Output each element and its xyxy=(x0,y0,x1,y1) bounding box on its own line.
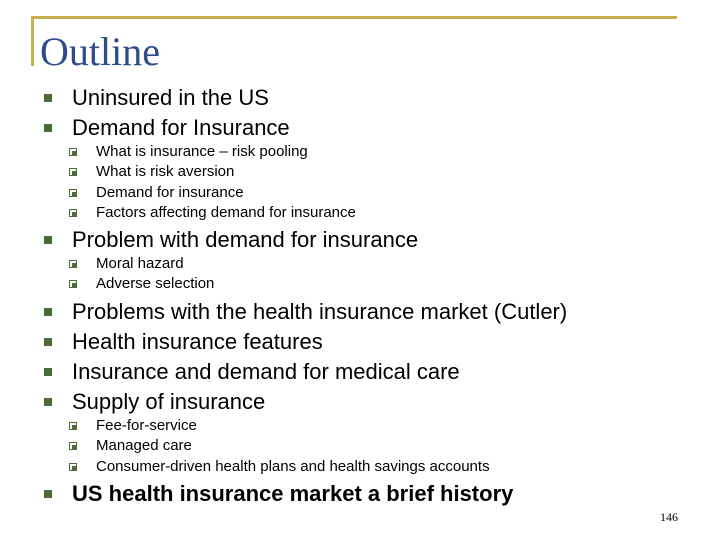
checkbox-bullet-icon xyxy=(69,260,77,268)
checkbox-bullet-icon xyxy=(69,280,77,288)
outline-item: Insurance and demand for medical care xyxy=(72,359,460,384)
frame-left-line xyxy=(31,16,34,66)
square-bullet-icon xyxy=(44,490,52,498)
checkbox-bullet-icon xyxy=(69,422,77,430)
square-bullet-icon xyxy=(44,124,52,132)
checkbox-bullet-icon xyxy=(69,148,77,156)
outline-item: Problem with demand for insurance xyxy=(72,227,419,252)
outline-subitem: Factors affecting demand for insurance xyxy=(96,204,356,221)
outline-subitem: Fee-for-service xyxy=(96,417,197,434)
outline-subitem: Managed care xyxy=(96,437,192,454)
outline-item: Problems with the health insurance market (Cutler) xyxy=(72,299,568,324)
outline-subitem: Adverse selection xyxy=(96,275,215,292)
square-bullet-icon xyxy=(44,236,52,244)
slide-title: Outline xyxy=(40,29,160,74)
square-bullet-icon xyxy=(44,368,52,376)
checkbox-bullet-icon xyxy=(69,209,77,217)
checkbox-bullet-icon xyxy=(69,168,77,176)
outline-item: Demand for Insurance xyxy=(72,115,290,140)
outline-item: Uninsured in the US xyxy=(72,85,269,110)
outline-subitem: Consumer-driven health plans and health savings accounts xyxy=(96,458,490,475)
outline-item: Supply of insurance xyxy=(72,389,266,414)
checkbox-bullet-icon xyxy=(69,463,77,471)
checkbox-bullet-icon xyxy=(69,189,77,197)
frame-top-line xyxy=(31,16,677,19)
outline-item: Health insurance features xyxy=(72,329,323,354)
page-number: 146 xyxy=(660,510,678,524)
square-bullet-icon xyxy=(44,338,52,346)
checkbox-bullet-icon xyxy=(69,442,77,450)
square-bullet-icon xyxy=(44,308,52,316)
square-bullet-icon xyxy=(44,94,52,102)
outline-subitem: What is risk aversion xyxy=(96,163,235,180)
outline-subitem: What is insurance – risk pooling xyxy=(96,143,308,160)
outline-subitem: Demand for insurance xyxy=(96,184,244,201)
outline-subitem: Moral hazard xyxy=(96,255,184,272)
outline-item: US health insurance market a brief history xyxy=(72,481,514,506)
square-bullet-icon xyxy=(44,398,52,406)
